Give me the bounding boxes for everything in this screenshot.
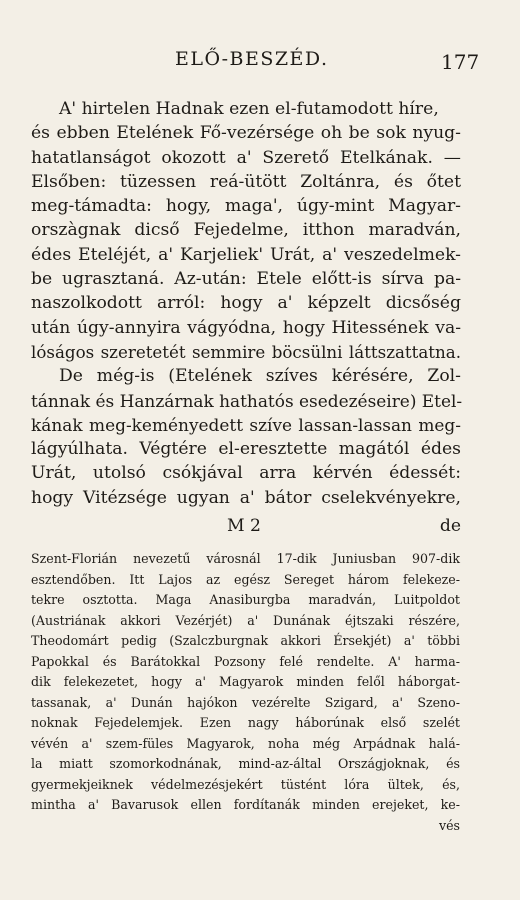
footnote-line: mintha a' Bavarusok ellen fordítanák minden erejeket, ke- [31, 797, 460, 812]
main-text-line: Urát, utolsó csókjával arra kérvén édessét: [31, 463, 461, 484]
main-text-line: lágyúlhata. Végtére el-eresztette magától édes [31, 439, 461, 460]
footnote-line: vévén a' szem-füles Magyarok, noha még Arpádnak halá- [31, 735, 460, 751]
footnote-line: tassanak, a' Dunán hajókon vezérelte Szigard, a' Szeno- [31, 694, 460, 710]
catch-line [31, 516, 461, 540]
main-text-line: A' hirtelen Hadnak ezen el-futamodott híre, [59, 99, 439, 119]
footnote-line: esztendőben. Itt Lajos az egész Sereget három felekeze- [31, 571, 460, 587]
main-text-line: hogy Vitézsége ugyan a' bátor cselekvényekre, [31, 487, 461, 508]
signature-mark: M 2 [227, 516, 261, 536]
main-text-line: naszolkodott arról: hogy a' képzelt dicsőség [31, 293, 461, 314]
main-text-line: és ebben Etelének Fő-vezérsége oh be sok nyug- [31, 123, 461, 144]
footnote-line: Papokkal és Barátokkal Pozsony felé rendelte. A' harma- [31, 653, 460, 669]
footnote-line: Szent-Florián nevezetű városnál 17-dik Juniusban 907-dik [31, 551, 460, 566]
main-text [31, 97, 461, 510]
running-head-title: ELŐ-BESZÉD. [175, 48, 329, 70]
main-text-line: lóságos szeretetét semmire böcsülni láttszattatna. [31, 341, 461, 362]
footnote-line: gyermekjeiknek védelmezésjekért tüstént lóra ültek, és, [31, 776, 460, 792]
main-text-line: Elsőben: tüzessen reá-ütött Zoltánra, és őtet [31, 171, 461, 192]
footnote-line: Theodomárt pedig (Szalczburgnak akkori Érsekjét) a' többi [31, 633, 460, 648]
main-text-line: kának meg-keményedett szíve lassan-lassan meg- [31, 414, 461, 435]
main-text-line: édes Eteléjét, a' Karjeliek' Urát, a' veszedelmek- [31, 244, 461, 265]
main-text-line: De még-is (Etelének szíves kérésére, Zol- [59, 366, 461, 387]
footnote-line: (Austriának akkori Vezérjét) a' Dunának éjtszaki részére, [31, 612, 460, 628]
footnote-line: dik felekezetet, hogy a' Magyarok minden felől háborgat- [31, 674, 460, 689]
main-text-line: be ugrasztaná. Az-után: Etele előtt-is sírva pa- [31, 269, 461, 290]
main-text-line: tánnak és Hanzárnak hathatós esedezéseire) Etel- [31, 390, 463, 411]
main-text-line: meg-támadta: hogy, maga', úgy-mint Magyar- [31, 196, 461, 217]
main-text-line: után úgy-annyira vágyódna, hogy Hitessének va- [31, 317, 461, 338]
footnote-line: la miatt szomorkodnának, mind-az-által Országjoknak, és [31, 756, 460, 771]
footnote-line: vés [438, 817, 460, 833]
page-number: 177 [441, 50, 480, 74]
main-text-line: hatatlanságot okozott a' Szerető Etelkának. — [31, 147, 461, 168]
catchword: de [439, 516, 461, 536]
footnote [31, 549, 460, 836]
footnote-line: tekre osztotta. Maga Anasiburgba maradván, Luitpoldot [31, 592, 460, 607]
running-header [0, 48, 520, 78]
main-text-line: orszàgnak dicső Fejedelme, itthon maradván, [31, 220, 461, 241]
footnote-line: noknak Fejedelemjek. Ezen nagy háborúnak első szelét [31, 715, 460, 730]
